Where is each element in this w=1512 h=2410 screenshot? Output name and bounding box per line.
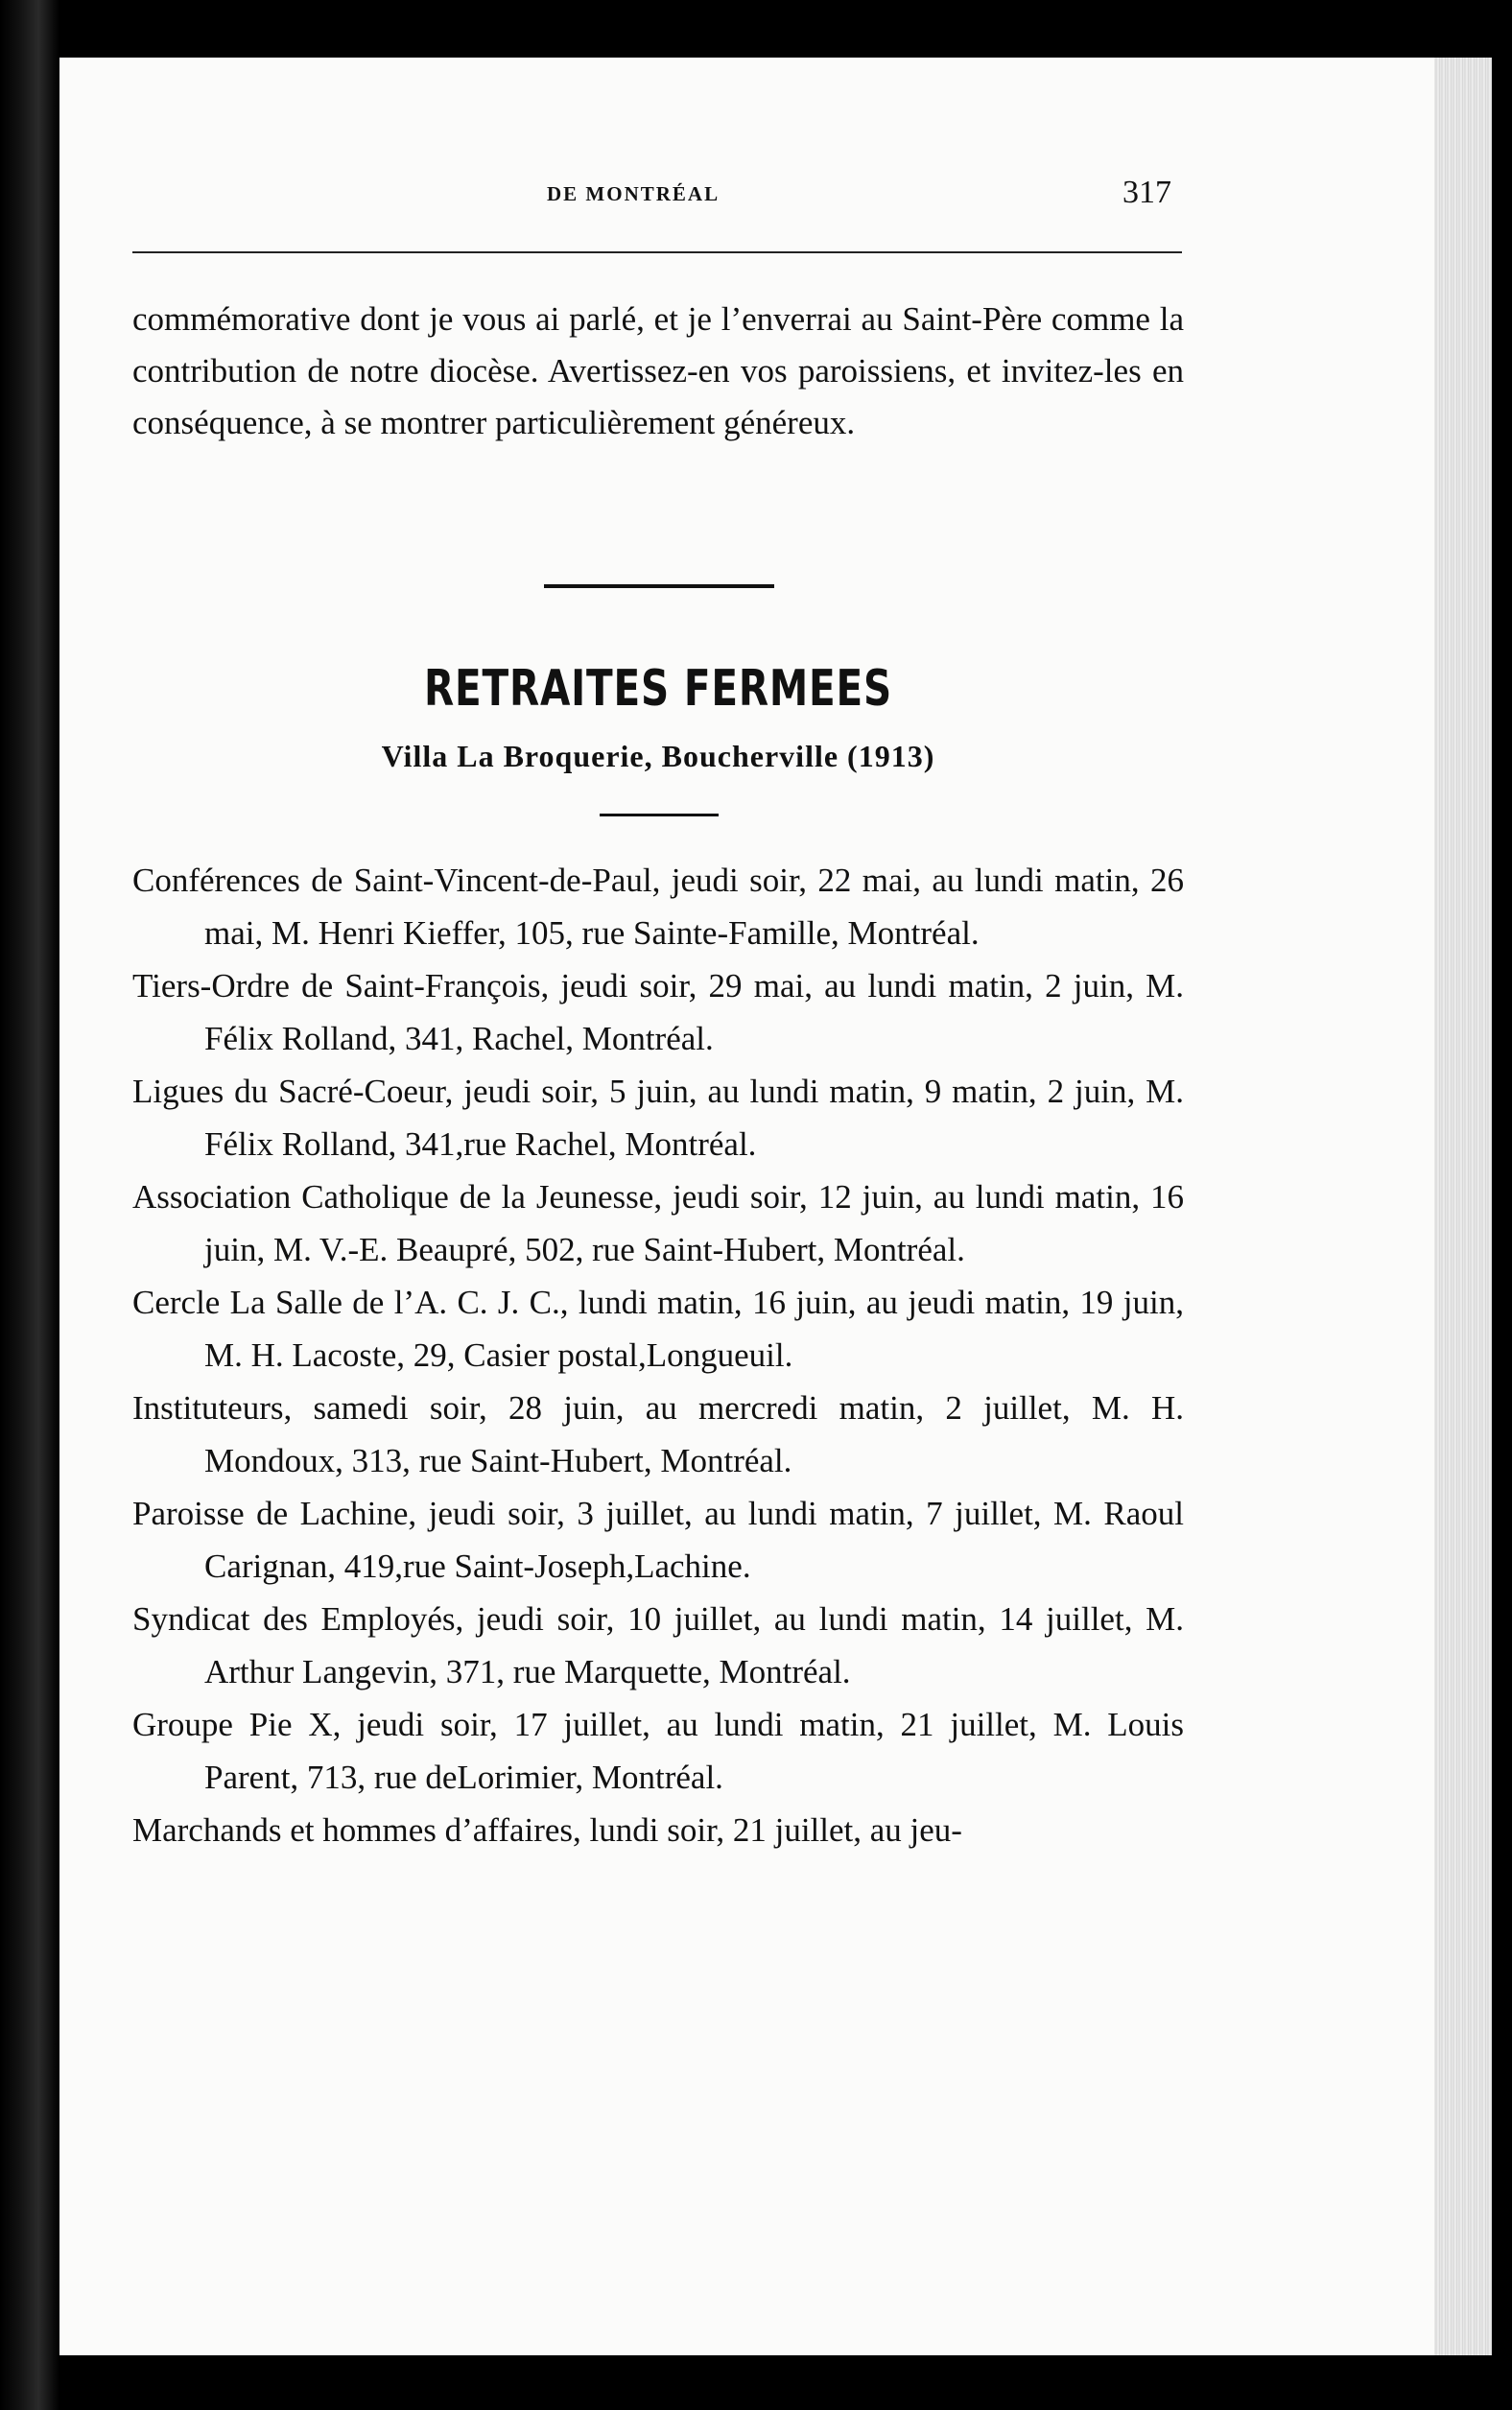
section-divider-top: [544, 584, 774, 588]
list-item: Marchands et hommes d’affaires, lundi soir, 21 juillet, au jeu-: [132, 1811, 962, 1849]
list-item: Groupe Pie X, jeudi soir, 17 juillet, au lundi matin, 21 juillet, M. Louis Parent, 713, rue deLorimier, Montréal.: [132, 1706, 1184, 1796]
list-item: Instituteurs, samedi soir, 28 juin, au mercredi matin, 2 juillet, M. H. Mondoux, 313, rue Saint-Hubert, Montréal.: [132, 1389, 1184, 1479]
list-item: Cercle La Salle de l’A. C. J. C., lundi matin, 16 juin, au jeudi matin, 19 juin, M. H. Lacoste, 29, Casier postal,Longueuil.: [132, 1284, 1184, 1374]
list-item: Conférences de Saint-Vincent-de-Paul, jeudi soir, 22 mai, au lundi matin, 26 mai, M. Henri Kieffer, 105, rue Sainte-Famille, Montréal.: [132, 862, 1184, 952]
list-item: Association Catholique de la Jeunesse, jeudi soir, 12 juin, au lundi matin, 16 juin, M. V.-E. Beaupré, 502, rue Saint-Hubert, Montréal.: [132, 1178, 1184, 1268]
list-item: Tiers-Ordre de Saint-François, jeudi soir, 29 mai, au lundi matin, 2 juin, M. Félix Rolland, 341, Rachel, Montréal.: [132, 967, 1184, 1057]
list-item: Syndicat des Employés, jeudi soir, 10 juillet, au lundi matin, 14 juillet, M. Arthur Langevin, 371, rue Marquette, Montréal.: [132, 1600, 1184, 1690]
running-header: DE MONTRÉAL: [547, 182, 721, 205]
page-number: 317: [1122, 175, 1171, 210]
book-spine-shadow: [0, 0, 59, 2410]
intro-paragraph: commémorative dont je vous ai parlé, et je l’enverrai au Saint-Père comme la contribution de notre diocèse. Avertissez-en vos paroissiens, et invitez-les en conséquence, à se montrer particulièrement généreux.: [132, 300, 1184, 441]
header-rule: [132, 251, 1182, 253]
section-title: RETRAITES FERMEES: [424, 660, 892, 718]
retreat-list: [132, 854, 1184, 1856]
right-shadow: [1492, 0, 1512, 2410]
intro-paragraph-block: [132, 294, 1184, 449]
list-item: Ligues du Sacré-Coeur, jeudi soir, 5 juin, au lundi matin, 9 matin, 2 juin, M. Félix Rolland, 341,rue Rachel, Montréal.: [132, 1073, 1184, 1163]
section-divider-bottom: [600, 814, 719, 816]
list-item: Paroisse de Lachine, jeudi soir, 3 juillet, au lundi matin, 7 juillet, M. Raoul Carignan, 419,rue Saint-Joseph,Lachine.: [132, 1495, 1184, 1585]
page-stack-edge: [1434, 58, 1492, 2355]
section-subtitle: Villa La Broquerie, Boucherville (1913): [381, 739, 935, 773]
